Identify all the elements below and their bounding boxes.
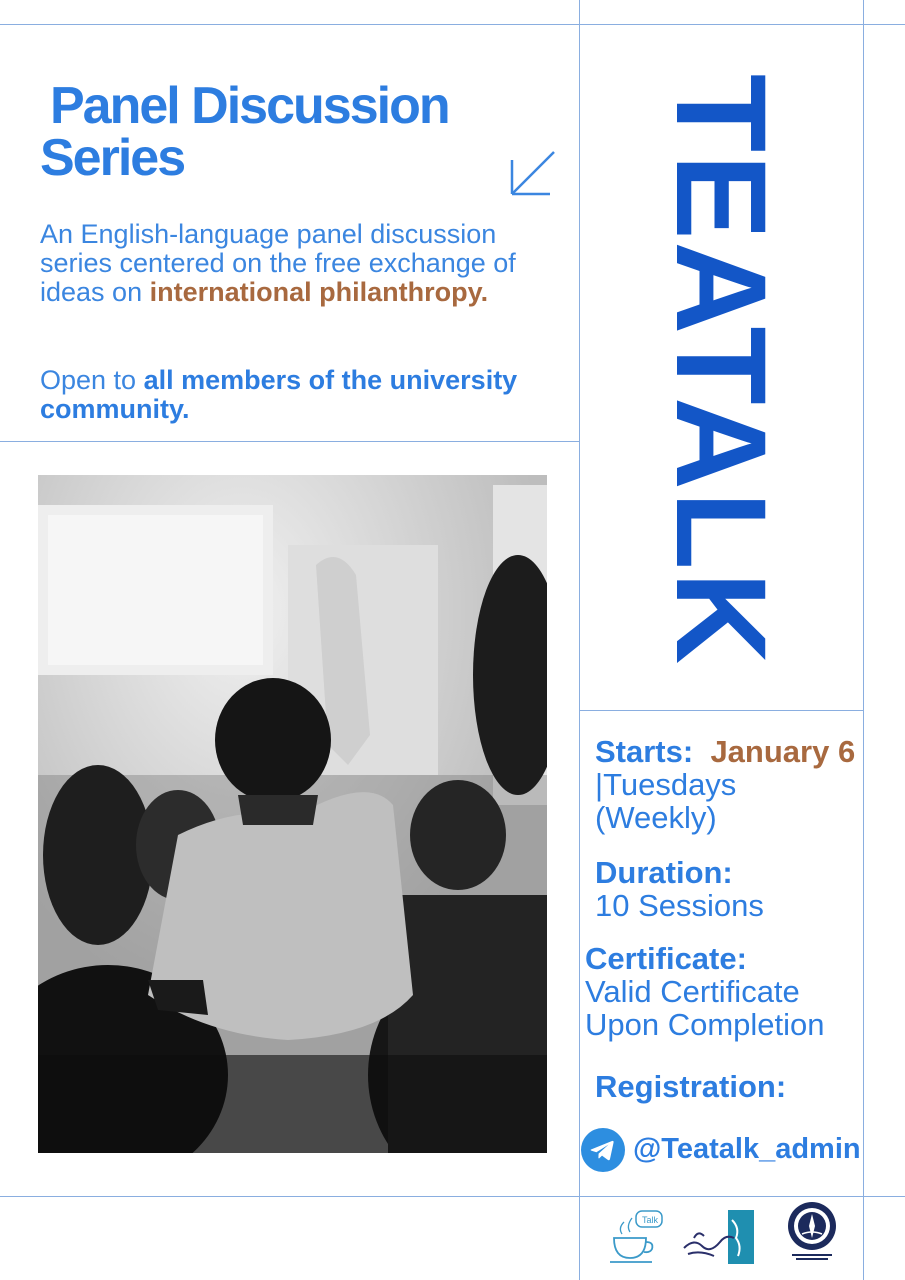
description (40, 220, 570, 307)
starts-schedule: Tuesdays (Weekly) (595, 767, 737, 835)
frame-line-top (0, 24, 905, 25)
teatalk-logo-text: Talk (642, 1215, 659, 1225)
duration-label: Duration: (595, 855, 733, 890)
page-title (40, 77, 560, 187)
title-line-1: Panel Discussion (50, 77, 449, 135)
open-to-text (40, 366, 560, 424)
starts-separator: | (595, 767, 604, 802)
certificate-info (585, 942, 860, 1041)
description-highlight: international philanthropy. (149, 277, 489, 307)
starts-info (595, 735, 857, 834)
teatalk-cup-logo (606, 1208, 664, 1266)
audience-photo-illustration (38, 475, 547, 1153)
registration-info (595, 1070, 857, 1103)
university-seal-logo (780, 1200, 844, 1264)
registration-label: Registration: (595, 1069, 787, 1104)
starts-label: Starts: (595, 734, 694, 769)
certificate-value: Valid Certificate Upon Completion (585, 974, 825, 1042)
open-to-prefix: Open to (40, 365, 144, 395)
starts-date: January 6 (710, 734, 856, 769)
telegram-icon[interactable] (581, 1128, 625, 1172)
brand-name: TEATALK (649, 73, 792, 667)
audience-photo (38, 475, 547, 1153)
duration-info (595, 856, 857, 922)
open-to-highlight: all members of the university community. (40, 365, 518, 424)
frame-line-right-mid (579, 710, 863, 711)
duration-value: 10 Sessions (595, 888, 764, 923)
frame-line-mid (0, 441, 579, 442)
description-text: An English-language panel discussion series centered on the free exchange of ideas on (40, 219, 516, 307)
title-line-2: Series (40, 129, 185, 187)
registration-handle[interactable]: @Teatalk_admin (633, 1133, 861, 1165)
calligraphy-logo (680, 1208, 756, 1266)
frame-line-v2 (863, 0, 864, 1280)
brand-vertical (580, 35, 860, 705)
arrow-down-left-icon (506, 148, 558, 200)
frame-line-bottom (0, 1196, 905, 1197)
certificate-label: Certificate: (585, 941, 747, 976)
